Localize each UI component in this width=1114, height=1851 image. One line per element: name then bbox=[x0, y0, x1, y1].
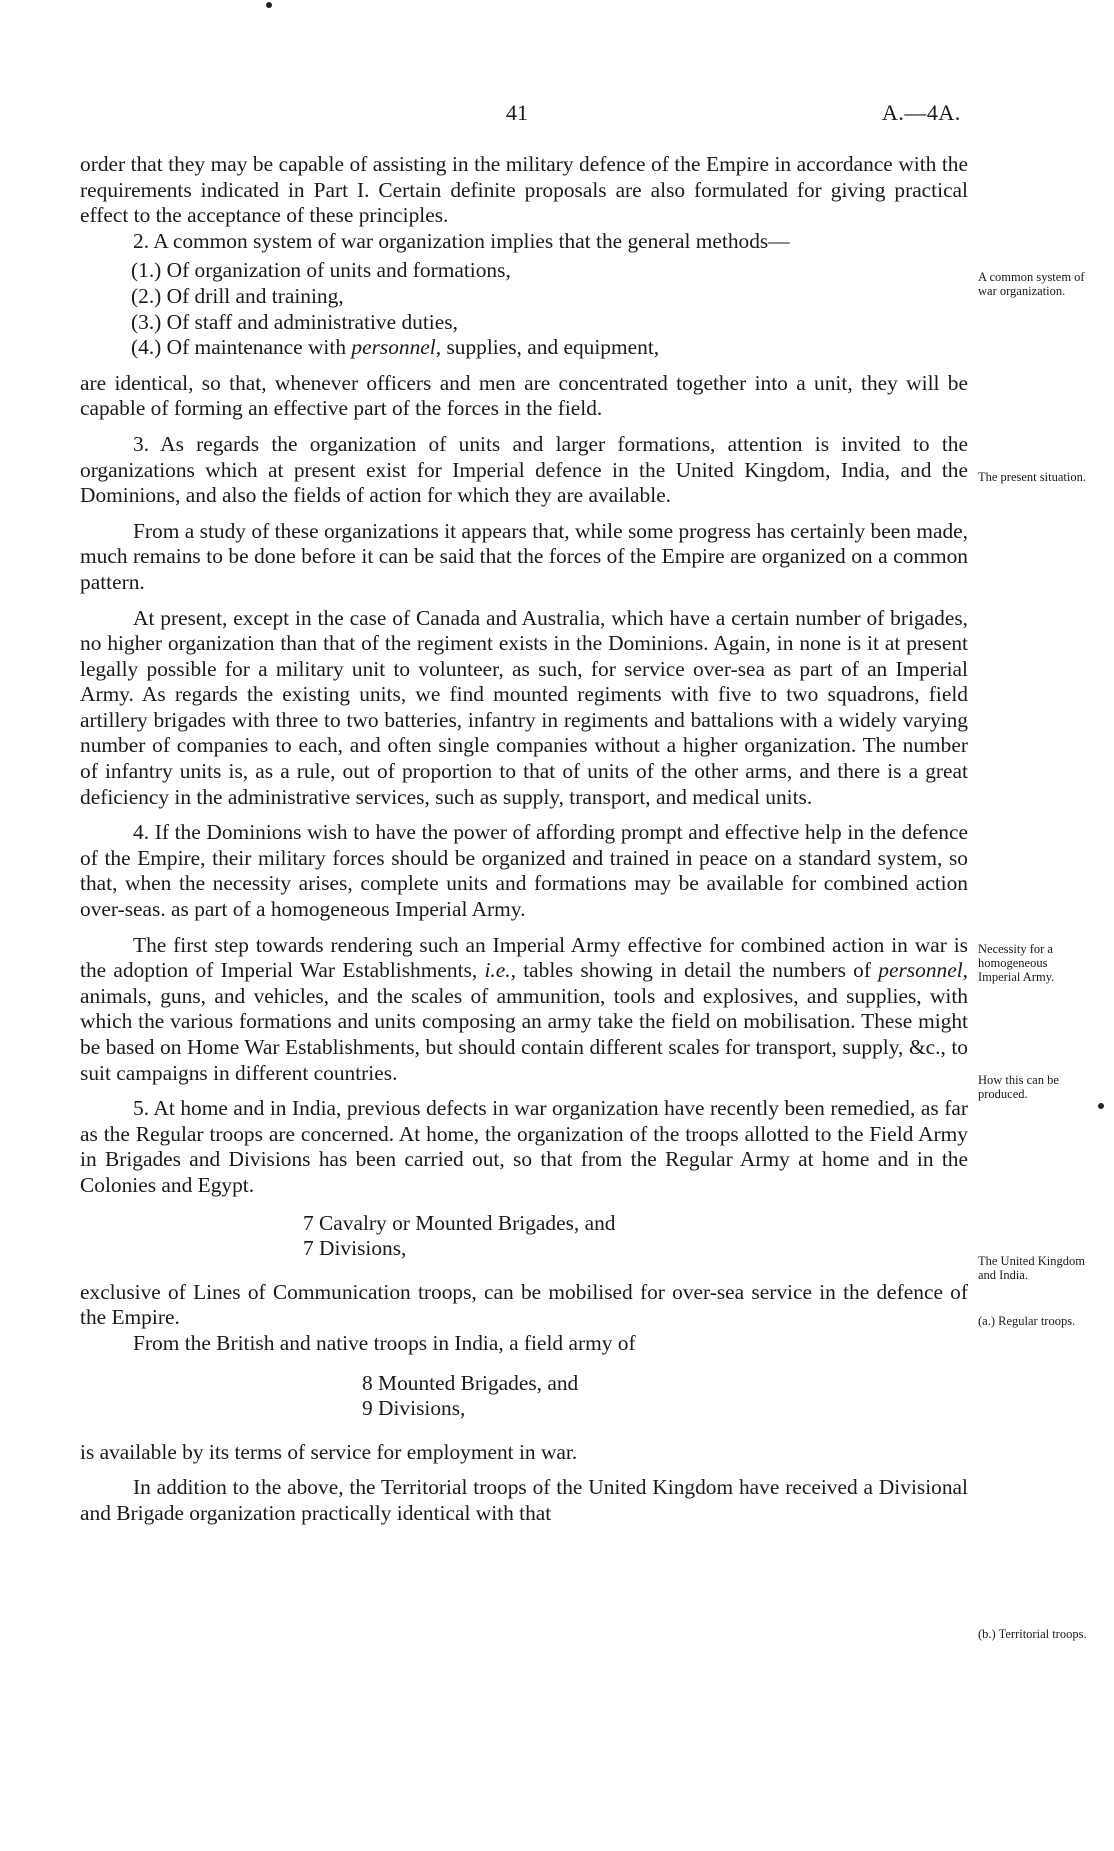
document-reference: A.—4A. bbox=[882, 100, 961, 125]
paragraph-3: 3. As regards the organization of units and larger formations, attention is invited to the organizations which at present exist for Imperial defence in the United Kingdom, India, and the Dominions, and also the fields of action for which they are available. bbox=[80, 431, 968, 508]
paragraph-5d: is available by its terms of service for employment in war. bbox=[80, 1439, 578, 1464]
main-text bbox=[80, 152, 968, 1527]
list-item: (1.) Of organization of units and formations, bbox=[131, 258, 511, 283]
forces-line: 7 Cavalry or Mounted Brigades, and bbox=[303, 1210, 616, 1235]
margin-note-territorial-troops: (b.) Territorial troops. bbox=[978, 1627, 1087, 1641]
methods-list bbox=[80, 258, 968, 360]
italic-term: personnel, bbox=[878, 958, 968, 983]
uk-forces-list bbox=[80, 1211, 968, 1262]
paragraph-6: In addition to the above, the Territorial troops of the United Kingdom have received a Divisional and Brigade organization practically identical with that bbox=[80, 1475, 968, 1525]
margin-note-present-situation: The present situation. bbox=[978, 470, 1086, 484]
page-number: 41 bbox=[506, 100, 528, 125]
paragraph-4b bbox=[80, 933, 968, 1087]
margin-note-uk-india: The United Kingdom and India. bbox=[978, 1254, 1085, 1282]
paragraph-5: 5. At home and in India, previous defects in war organization have recently been remedied, as far as the Regular troops are concerned. At home, the organization of the troops allotted to the Field Army in Brigades and Divisions has been carried out, so that from the Regular Army at home and in the Colonies and Egypt. bbox=[80, 1096, 968, 1197]
paragraph-4: 4. If the Dominions wish to have the power of affording prompt and effective help in the defence of the Empire, their military forces should be organized and trained in peace on a standard system, so that, when the necessity arises, complete units and formations may be available for combined action over-seas. as part of a homogeneous Imperial Army. bbox=[80, 820, 968, 922]
india-forces-list bbox=[80, 1371, 968, 1422]
list-item-text: supplies, and equipment, bbox=[441, 335, 660, 360]
forces-line: 8 Mounted Brigades, and bbox=[362, 1370, 579, 1395]
text-run: animals, guns, and vehicles, and the scales of ammunition, tools and explosives, and supplies, with which the various formations and units composing an army take the field on mobilisation. These might be based on Home War Establishments, but should contain different scales for transport, supply, &c., to suit campaigns in different countries. bbox=[80, 983, 968, 1085]
margin-note-how-produced: How this can be produced. bbox=[978, 1073, 1059, 1101]
paragraph-5b: exclusive of Lines of Communication troops, can be mobilised for over-sea service in the defence of the Empire. bbox=[80, 1279, 968, 1330]
paragraph-5c: From the British and native troops in India, a field army of bbox=[133, 1330, 636, 1355]
list-item: (2.) Of drill and training, bbox=[131, 283, 344, 308]
margin-note-common-system: A common system of war organization. bbox=[978, 270, 1085, 298]
margin-note-necessity: Necessity for a homogeneous Imperial Army. bbox=[978, 942, 1055, 984]
list-item: (3.) Of staff and administrative duties, bbox=[131, 309, 458, 334]
italic-term: personnel, bbox=[351, 335, 442, 360]
paragraph-2: 2. A common system of war organization implies that the general methods— bbox=[133, 228, 790, 253]
margin-note-regular-troops: (a.) Regular troops. bbox=[978, 1314, 1076, 1328]
forces-line: 9 Divisions, bbox=[362, 1396, 466, 1421]
list-item-text: (4.) Of maintenance with bbox=[131, 335, 352, 360]
forces-line: 7 Divisions, bbox=[303, 1236, 407, 1261]
paragraph-3b: From a study of these organizations it appears that, while some progress has certainly been made, much remains to be done before it can be said that the forces of the Empire are organized on a common pattern. bbox=[80, 518, 968, 594]
ink-speck bbox=[266, 2, 272, 8]
list-item bbox=[131, 335, 968, 361]
italic-term: i.e., bbox=[484, 958, 516, 983]
ink-speck bbox=[1098, 1103, 1104, 1109]
paragraph-intro: order that they may be capable of assisting in the military defence of the Empire in accordance with the requirements indicated in Part I. Certain definite proposals are also formulated for giving practical effect to the acceptance of these principles. bbox=[80, 152, 968, 228]
paragraph-3c: At present, except in the case of Canada and Australia, which have a certain number of brigades, no higher organization than that of the regiment exists in the Dominions. Again, in none is it at present legally possible for a military unit to volunteer, as such, for service over-sea as part of an Imperial Army. As regards the existing units, we find mounted regiments with five to two squadrons, field artillery brigades with three to two batteries, infantry in regiments and battalions with a widely varying number of companies to each, and often single companies without a higher organization. The number of infantry units is, as a rule, out of proportion to that of units of the other arms, and there is a great deficiency in the administrative services, such as supply, transport, and medical units. bbox=[80, 605, 968, 809]
paragraph-2-continued: are identical, so that, whenever officers and men are concentrated together into a unit, they will be capable of forming an effective part of the forces in the field. bbox=[80, 370, 968, 421]
text-run: tables showing in detail the numbers of bbox=[515, 958, 879, 983]
text-run: The first step towards rendering such an Imperial Army effective for combined action in war is the adoption of Imperial War Establishments, bbox=[80, 932, 968, 983]
